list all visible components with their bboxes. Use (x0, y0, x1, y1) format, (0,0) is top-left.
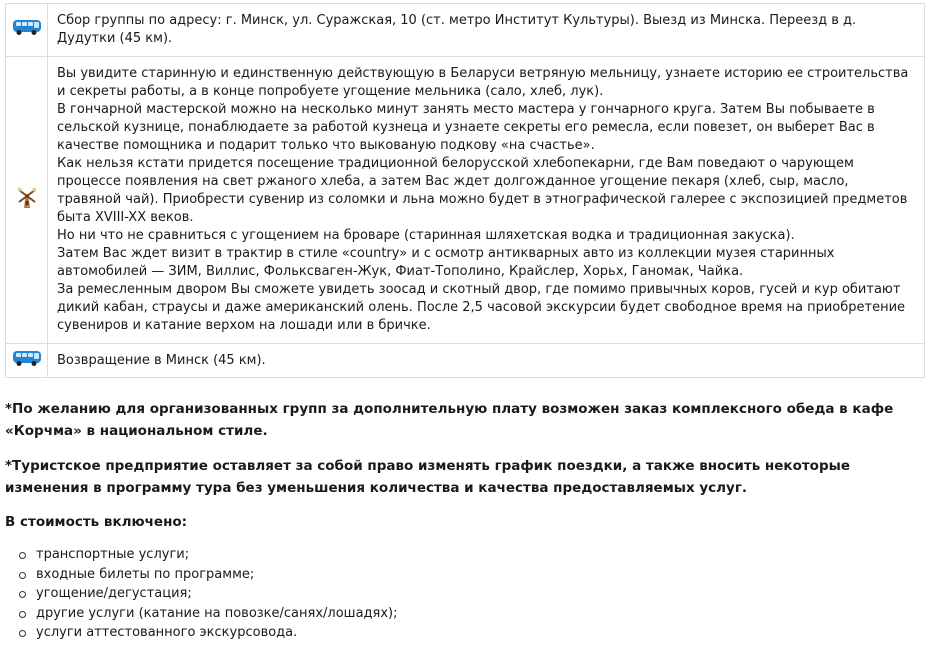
itinerary-row (6, 57, 925, 344)
note-lunch: *По желанию для организованных групп за дополнительную плату возможен заказ комплексного обеда в кафе «Корчма» в национальном стиле. (5, 401, 894, 439)
note-rights: *Туристское предприятие оставляет за собой право изменять график поездки, а также вносить некоторые изменения в программу тура без уменьшения количества и качества предоставляемых услуг. (5, 458, 850, 496)
included-heading: В стоимость включено: (5, 514, 188, 530)
itinerary-row (6, 344, 925, 378)
itinerary-row (6, 4, 925, 57)
included-list (0, 545, 398, 643)
bullet-icon (19, 552, 26, 559)
list-item (0, 545, 398, 565)
list-item (0, 604, 398, 624)
list-item (0, 584, 398, 604)
paragraph-tavern: Затем Вас ждет визит в трактир в стиле «country» и с осмотр антикварных авто из коллекции музея старинных автомобилей — ЗИМ, Виллис, Фольксваген-Жук, Фиат-Тополино, Крайслер, Хорьх, Ганомак, Чайка. (57, 246, 835, 279)
list-item (0, 623, 398, 643)
bullet-icon (19, 572, 26, 579)
itinerary-text-block (48, 57, 925, 344)
list-item-text: транспортные услуги; (36, 547, 190, 562)
itinerary-text: Сбор группы по адресу: г. Минск, ул. Суражская, 10 (ст. метро Институт Культуры). Выезд из Минска. Переезд в д. Дудутки (45 км). (48, 4, 925, 57)
bus-icon (12, 18, 42, 36)
list-item-text: другие услуги (катание на повозке/санях/лошадях); (36, 605, 398, 621)
icon-cell (6, 4, 48, 57)
itinerary-table (5, 3, 925, 378)
paragraph-brewery: Но ни что не сравниться с угощением на броваре (старинная шляхетская водка и традиционная закуска). (57, 228, 795, 243)
bus-icon (12, 349, 42, 367)
bullet-icon (19, 630, 26, 637)
icon-cell (6, 344, 48, 378)
paragraph-windmill: Вы увидите старинную и единственную действующую в Беларуси ветряную мельницу, узнаете историю ее строительства и секреты работы, а в конце попробуете угощение мельника (сало, хлеб, лук). (57, 66, 909, 99)
list-item-text: угощение/дегустация; (36, 586, 192, 601)
paragraph-pottery: В гончарной мастерской можно на несколько минут занять место мастера у гончарного круга. Затем Вы побываете в сельской кузнице, понаблюдаете за работой кузнеца и узнаете секреты его ремесла, если повезет, он выберет Вас в качестве помощника и подарит только что выкованую подкову «на счастье». (57, 102, 875, 153)
icon-cell (6, 57, 48, 344)
list-item (0, 565, 398, 585)
itinerary-text: Возвращение в Минск (45 км). (48, 344, 925, 378)
bullet-icon (19, 591, 26, 598)
list-item-text: услуги аттестованного экскурсовода. (36, 625, 298, 640)
paragraph-zoo: За ремесленным двором Вы сможете увидеть зоосад и скотный двор, где помимо привычных коров, гусей и кур обитают дикий кабан, страусы и даже американский олень. После 2,5 часовой экскурсии будет свободное время на приобретение сувениров и катание верхом на лошади или в бричке. (57, 282, 906, 333)
bullet-icon (19, 611, 26, 618)
windmill-icon (15, 185, 39, 209)
list-item-text: входные билеты по программе; (36, 566, 255, 582)
paragraph-bakery: Как нельзя кстати придется посещение традиционной белорусской хлебопекарни, где Вам поведают о чарующем процессе появления на свет ржаного хлеба, а затем Вас ждет долгожданное угощение пекаря (хлеб, сыр, масло, травяной чай). Приобрести сувенир из соломки и льна можно будет в этнографической галерее с экспозицией предметов быта XVIII-XX веков. (57, 156, 908, 225)
